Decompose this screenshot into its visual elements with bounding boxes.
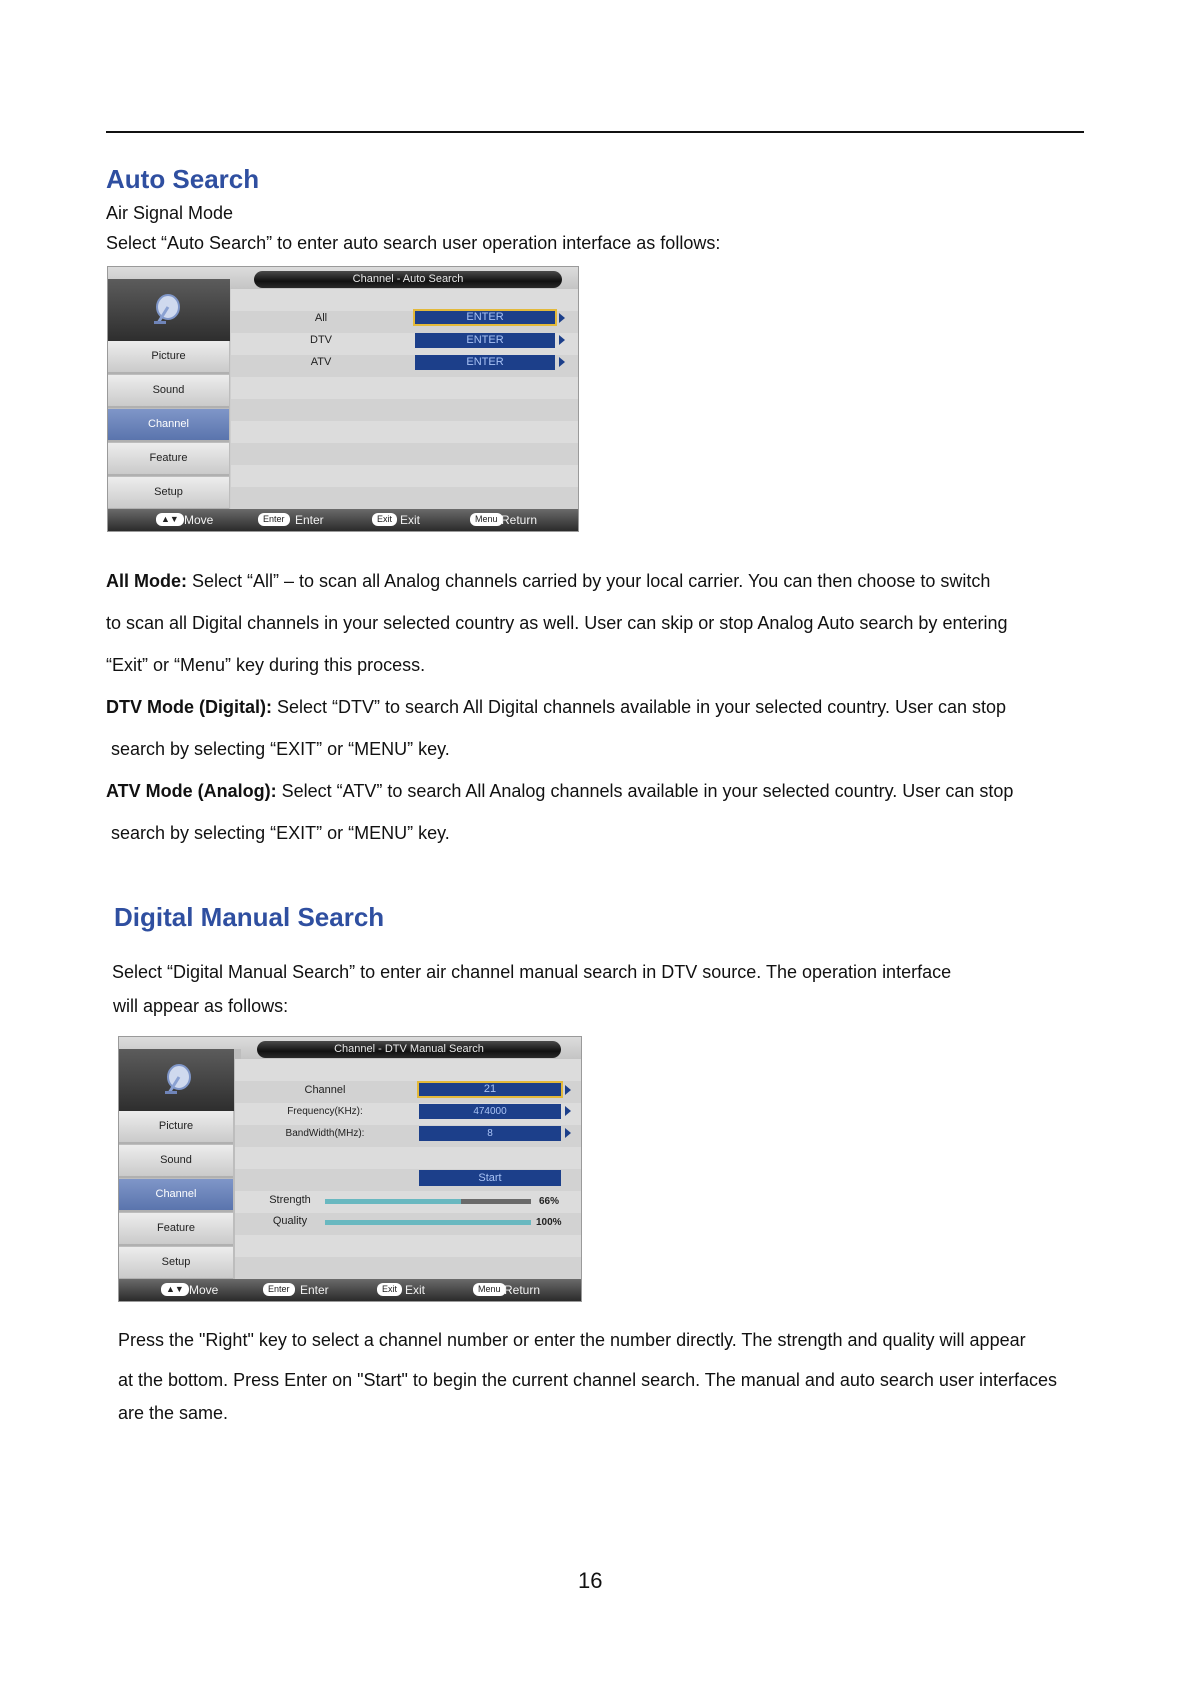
row-frequency-label: Frequency(KHz): <box>287 1106 363 1117</box>
row-bandwidth-label: BandWidth(MHz): <box>285 1128 365 1139</box>
strength-bar-fill <box>325 1199 461 1204</box>
dtv-mode-line2: search by selecting “EXIT” or “MENU” key. <box>111 739 450 759</box>
row-all-label: All <box>314 312 328 324</box>
header-rule <box>106 131 1084 133</box>
row-all-enter-button[interactable]: ENTER <box>413 309 557 326</box>
frequency-value: 474000 <box>419 1104 561 1119</box>
options-pane <box>235 1059 581 1279</box>
enter-key-icon: Enter <box>263 1283 295 1296</box>
all-mode-line2: to scan all Digital channels in your selected country as well. User can skip or stop Analog Auto search by entering <box>106 613 1008 633</box>
right-arrow-icon <box>559 357 565 367</box>
dms-intro-line1: Select “Digital Manual Search” to enter air channel manual search in DTV source. The operation interface <box>112 962 952 982</box>
dms-intro-line2: will appear as follows: <box>113 996 289 1016</box>
auto-search-intro: Select “Auto Search” to enter auto search user operation interface as follows: <box>106 233 721 253</box>
right-arrow-icon <box>565 1106 571 1116</box>
menu-channel[interactable]: Channel <box>119 1179 233 1212</box>
exit-hint: Exit <box>400 513 421 527</box>
air-signal-mode-subheading: Air Signal Mode <box>106 203 234 223</box>
menu-picture[interactable]: Picture <box>119 1111 233 1144</box>
return-hint: Return <box>504 1283 541 1297</box>
satellite-dish-icon <box>152 293 182 325</box>
menu-setup[interactable]: Setup <box>119 1247 233 1280</box>
start-button[interactable]: Start <box>419 1170 561 1186</box>
quality-percent: 100% <box>536 1217 562 1228</box>
all-mode-line3: “Exit” or “Menu” key during this process. <box>106 655 426 675</box>
auto-search-heading: Auto Search <box>106 164 260 194</box>
key-hint-bar <box>119 1279 581 1301</box>
page-number: 16 <box>578 1568 603 1593</box>
row-atv-label: ATV <box>310 356 332 368</box>
enter-hint: Enter <box>295 513 324 527</box>
enter-hint: Enter <box>300 1283 329 1297</box>
right-arrow-icon <box>565 1128 571 1138</box>
dms-body-line2: at the bottom. Press Enter on "Start" to begin the current channel search. The manual and auto search user interfaces <box>118 1370 1057 1390</box>
enter-key-icon: Enter <box>258 513 290 526</box>
screen-title: Channel - Auto Search <box>254 271 562 288</box>
digital-manual-search-heading: Digital Manual Search <box>114 902 385 932</box>
dtv-mode-label: DTV Mode (Digital): <box>106 697 272 717</box>
dms-body-line3: are the same. <box>118 1403 229 1423</box>
dms-body-line1: Press the "Right" key to select a channel number or enter the number directly. The strength and quality will appear <box>118 1330 1026 1350</box>
move-hint: Move <box>189 1283 219 1297</box>
menu-picture[interactable]: Picture <box>108 341 229 374</box>
menu-key-icon: Menu <box>470 513 503 526</box>
atv-mode-line1: ATV Mode (Analog): Select “ATV” to search All Analog channels available in your selected country. User can stop <box>106 781 1014 801</box>
exit-key-icon: Exit <box>377 1283 402 1296</box>
strength-label: Strength <box>269 1194 311 1206</box>
dtv-manual-search-screen <box>118 1036 582 1302</box>
right-arrow-icon <box>565 1085 571 1095</box>
options-pane <box>231 289 578 509</box>
strength-bar <box>325 1199 531 1204</box>
exit-hint: Exit <box>405 1283 426 1297</box>
menu-setup[interactable]: Setup <box>108 477 229 510</box>
key-hint-bar <box>108 509 578 531</box>
menu-feature[interactable]: Feature <box>119 1213 233 1246</box>
menu-sound[interactable]: Sound <box>108 375 229 408</box>
atv-mode-label: ATV Mode (Analog): <box>106 781 277 801</box>
row-dtv-enter-button[interactable]: ENTER <box>415 333 555 348</box>
exit-key-icon: Exit <box>372 513 397 526</box>
all-mode-label: All Mode: <box>106 571 187 591</box>
side-menu <box>108 279 230 509</box>
dtv-mode-line1: DTV Mode (Digital): Select “DTV” to search All Digital channels available in your selected country. User can stop <box>106 697 1006 717</box>
screen-title: Channel - DTV Manual Search <box>257 1041 561 1058</box>
move-key-icon: ▲▼ <box>156 513 184 526</box>
menu-key-icon: Menu <box>473 1283 506 1296</box>
row-dtv-label: DTV <box>310 334 332 346</box>
satellite-dish-icon <box>163 1063 193 1095</box>
all-mode-line1: All Mode: Select “All” – to scan all Analog channels carried by your local carrier. You can then choose to switch <box>106 571 991 591</box>
menu-channel[interactable]: Channel <box>108 409 229 442</box>
quality-label: Quality <box>272 1215 308 1227</box>
menu-feature[interactable]: Feature <box>108 443 229 476</box>
move-hint: Move <box>184 513 214 527</box>
menu-sound[interactable]: Sound <box>119 1145 233 1178</box>
quality-bar <box>325 1220 531 1225</box>
return-hint: Return <box>501 513 538 527</box>
right-arrow-icon <box>559 335 565 345</box>
move-key-icon: ▲▼ <box>161 1283 189 1296</box>
channel-number-input[interactable]: 21 <box>417 1081 563 1098</box>
strength-percent: 66% <box>539 1196 560 1207</box>
bandwidth-value: 8 <box>419 1126 561 1141</box>
channel-logo <box>119 1049 234 1111</box>
atv-mode-line2: search by selecting “EXIT” or “MENU” key. <box>111 823 450 843</box>
right-arrow-icon <box>559 313 565 323</box>
auto-search-screen <box>107 266 579 532</box>
side-menu <box>119 1049 241 1279</box>
row-atv-enter-button[interactable]: ENTER <box>415 355 555 370</box>
quality-bar-fill <box>325 1220 531 1225</box>
channel-logo <box>108 279 230 341</box>
row-channel-label: Channel <box>304 1084 346 1096</box>
